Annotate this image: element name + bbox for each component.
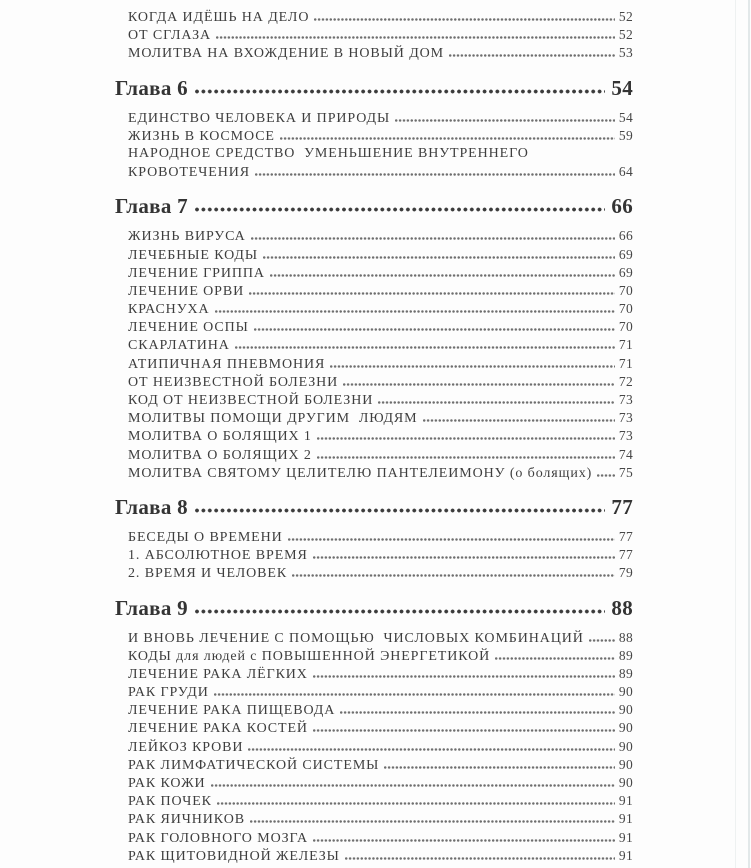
- entry-dot-leader: [249, 283, 615, 295]
- entry-dot-leader: [280, 128, 615, 140]
- toc-entry-row: [115, 391, 633, 409]
- entry-title: РАК ПОЧЕК: [128, 794, 212, 810]
- entry-page-number: 71: [618, 337, 633, 353]
- entry-page-number: 66: [618, 228, 633, 244]
- entry-dot-leader: [597, 465, 615, 477]
- entry-page-number: 73: [618, 428, 633, 444]
- toc-entry-row: [115, 355, 633, 373]
- entry-title: КРАСНУХА: [128, 302, 210, 318]
- entry-dot-leader: [314, 9, 615, 21]
- entry-title: КОД ОТ НЕИЗВЕСТНОЙ БОЛЕЗНИ: [128, 393, 374, 408]
- toc-entry-row: [115, 847, 633, 865]
- entry-title: КРОВОТЕЧЕНИЯ: [128, 165, 250, 181]
- entry-dot-leader: [495, 648, 615, 660]
- entry-page-number: 90: [618, 738, 633, 754]
- toc-entry-row: [115, 665, 633, 683]
- entry-dot-leader: [313, 666, 615, 678]
- entry-dot-leader: [292, 565, 615, 577]
- page-edge-line: [748, 0, 750, 868]
- entry-page-number: 91: [618, 793, 633, 809]
- toc-entry-row: [115, 564, 633, 582]
- entry-title: ЛЕЧЕНИЕ РАКА ПИЩЕВОДА: [128, 703, 336, 719]
- entry-page-number: 73: [618, 410, 633, 426]
- toc-entry-row: [115, 282, 633, 300]
- toc-entry-row: [115, 336, 633, 354]
- entry-page-number: 70: [618, 301, 633, 317]
- toc-entry-row: [115, 464, 633, 482]
- entry-title: ЕДИНСТВО ЧЕЛОВЕКА И ПРИРОДЫ: [128, 110, 391, 126]
- entry-title: МОЛИТВА О БОЛЯЩИХ 2: [128, 447, 312, 463]
- toc-entry-row: [115, 446, 633, 464]
- toc-entry-row: [115, 546, 633, 564]
- chapter-label: Глава 8: [115, 494, 188, 519]
- entry-dot-leader: [330, 356, 615, 368]
- entry-dot-leader: [384, 757, 615, 769]
- entry-page-number: 52: [618, 27, 633, 43]
- entry-dot-leader: [378, 392, 615, 404]
- entry-dot-leader: [215, 301, 615, 313]
- toc-entry-row: [115, 227, 633, 245]
- entry-page-number: 90: [618, 702, 633, 718]
- entry-page-number: 75: [618, 464, 633, 480]
- toc-entry-row: [115, 246, 633, 264]
- entry-title: ЛЕЧЕНИЕ РАКА ЛЁГКИХ: [128, 666, 308, 682]
- entry-page-number: 91: [618, 847, 633, 863]
- toc-entry-row: [115, 756, 633, 774]
- entry-title: ОТ НЕИЗВЕСТНОЙ БОЛЕЗНИ: [128, 374, 339, 390]
- toc-entry-row: [115, 409, 633, 427]
- entry-dot-leader: [217, 793, 615, 805]
- entry-page-number: 64: [618, 164, 633, 180]
- entry-page-number: 71: [618, 355, 633, 371]
- entry-title: ОТ СГЛАЗА: [128, 28, 212, 44]
- entry-page-number: 89: [618, 647, 633, 663]
- toc-entry-row: [115, 127, 633, 145]
- entry-dot-leader: [343, 374, 615, 386]
- chapter-label: Глава 6: [115, 75, 188, 100]
- entry-title: МОЛИТВЫ ПОМОЩИ ДРУГИМ ЛЮДЯМ: [128, 411, 418, 427]
- entry-title: БЕСЕДЫ О ВРЕМЕНИ: [128, 529, 283, 545]
- toc-entry-row: [115, 163, 633, 181]
- entry-page-number: 72: [618, 373, 633, 389]
- entry-page-number: 91: [618, 829, 633, 845]
- entry-dot-leader: [263, 247, 615, 259]
- entry-title: 2. ВРЕМЯ И ЧЕЛОВЕК: [128, 566, 288, 582]
- entry-page-number: 54: [618, 109, 633, 125]
- entry-dot-leader: [449, 45, 615, 57]
- chapter-dot-leader: [195, 601, 605, 615]
- entry-page-number: 70: [618, 282, 633, 298]
- chapter-page-number: 54: [611, 75, 633, 100]
- entry-title: НАРОДНОЕ СРЕДСТВО УМЕНЬШЕНИЕ ВНУТРЕННЕГО: [128, 145, 529, 161]
- entry-title: РАК ЩИТОВИДНОЙ ЖЕЛЕЗЫ: [128, 848, 340, 864]
- entry-title: И ВНОВЬ ЛЕЧЕНИЕ С ПОМОЩЬЮ ЧИСЛОВЫХ КОМБИНАЦИЙ: [128, 630, 584, 646]
- entry-title: ЛЕЧЕНИЕ РАКА КОСТЕЙ: [128, 721, 308, 737]
- toc-entry-row: [115, 738, 633, 756]
- toc-entry-row: [115, 774, 633, 792]
- toc-entry-row-wrapped-first-line: [115, 145, 633, 163]
- toc-entry-row: [115, 528, 633, 546]
- entry-page-number: 52: [618, 9, 633, 24]
- entry-dot-leader: [317, 447, 615, 459]
- entry-title: ЛЕЧЕНИЕ ГРИППА: [128, 265, 265, 281]
- entry-title: МОЛИТВА СВЯТОМУ ЦЕЛИТЕЛЮ ПАНТЕЛЕИМОНУ (о болящих): [128, 465, 593, 481]
- chapter-page-number: 66: [611, 194, 633, 219]
- entry-dot-leader: [254, 319, 615, 331]
- entry-title: КОГДА ИДЁШЬ НА ДЕЛО: [128, 10, 310, 25]
- entry-page-number: 79: [618, 565, 633, 581]
- entry-page-number: 88: [618, 629, 633, 645]
- chapter-dot-leader: [195, 81, 605, 95]
- entry-dot-leader: [214, 684, 615, 696]
- entry-page-number: 77: [618, 547, 633, 563]
- toc-entry-row: [115, 427, 633, 445]
- toc-entry-row: [115, 719, 633, 737]
- toc-entry-row: [115, 373, 633, 391]
- toc-entry-row: [115, 810, 633, 828]
- entry-dot-leader: [235, 337, 615, 349]
- entry-title: СКАРЛАТИНА: [128, 338, 230, 354]
- entry-title: РАК ГРУДИ: [128, 685, 209, 701]
- entry-dot-leader: [248, 739, 614, 751]
- toc-entry-row: [115, 792, 633, 810]
- entry-title: ЛЕЧЕНИЕ ОРВИ: [128, 283, 245, 299]
- chapter-page-number: 88: [611, 595, 633, 620]
- page-edge-line: [735, 0, 736, 868]
- chapter-dot-leader: [195, 199, 605, 213]
- entry-dot-leader: [270, 265, 615, 277]
- entry-page-number: 53: [618, 45, 633, 61]
- toc-entry-row: [115, 683, 633, 701]
- toc-entry-row: [115, 318, 633, 336]
- entry-dot-leader: [589, 630, 615, 642]
- entry-dot-leader: [255, 164, 615, 176]
- chapter-heading-row: [115, 495, 633, 519]
- entry-dot-leader: [395, 110, 615, 122]
- toc-entry-row: [115, 264, 633, 282]
- entry-dot-leader: [211, 775, 615, 787]
- entry-title: РАК ГОЛОВНОГО МОЗГА: [128, 830, 308, 846]
- entry-dot-leader: [423, 410, 615, 422]
- entry-page-number: 90: [618, 720, 633, 736]
- entry-title: РАК ЯИЧНИКОВ: [128, 812, 245, 828]
- table-of-contents: [115, 8, 633, 865]
- entry-dot-leader: [216, 27, 615, 39]
- entry-title: 1. АБСОЛЮТНОЕ ВРЕМЯ: [128, 548, 308, 564]
- entry-page-number: 69: [618, 246, 633, 262]
- entry-page-number: 77: [618, 528, 633, 544]
- chapter-heading-row: [115, 76, 633, 100]
- entry-page-number: 73: [618, 392, 633, 407]
- entry-page-number: 90: [618, 775, 633, 790]
- entry-title: ЛЕЙКОЗ КРОВИ: [128, 739, 244, 755]
- entry-dot-leader: [288, 529, 615, 541]
- entry-title: ЛЕЧЕНИЕ ОСПЫ: [128, 320, 249, 336]
- toc-entry-row: [115, 44, 633, 62]
- entry-page-number: 91: [618, 811, 633, 827]
- entry-page-number: 74: [618, 446, 633, 462]
- entry-page-number: 70: [618, 319, 633, 335]
- entry-page-number: 59: [618, 127, 633, 143]
- entry-dot-leader: [345, 848, 615, 860]
- toc-entry-row: [115, 26, 633, 44]
- entry-title: АТИПИЧНАЯ ПНЕВМОНИЯ: [128, 356, 326, 372]
- chapter-dot-leader: [195, 500, 605, 514]
- toc-entry-row: [115, 629, 633, 647]
- toc-entry-row: [115, 300, 633, 318]
- entry-dot-leader: [313, 547, 615, 559]
- chapter-heading-row: [115, 596, 633, 620]
- entry-title: МОЛИТВА НА ВХОЖДЕНИЕ В НОВЫЙ ДОМ: [128, 46, 444, 62]
- entry-page-number: 89: [618, 665, 633, 681]
- toc-entry-row: [115, 109, 633, 127]
- entry-title: МОЛИТВА О БОЛЯЩИХ 1: [128, 429, 312, 445]
- toc-entry-row: [115, 829, 633, 847]
- entry-title: ЛЕЧЕБНЫЕ КОДЫ: [128, 247, 258, 263]
- entry-title: ЖИЗНЬ В КОСМОСЕ: [128, 128, 275, 144]
- entry-page-number: 90: [618, 684, 633, 700]
- chapter-page-number: 77: [611, 494, 633, 519]
- entry-title: РАК КОЖИ: [128, 776, 206, 791]
- entry-dot-leader: [313, 830, 615, 842]
- toc-entry-row: [115, 8, 633, 26]
- toc-entry-row: [115, 647, 633, 665]
- toc-entry-row: [115, 701, 633, 719]
- entry-title: РАК ЛИМФАТИЧЕСКОЙ СИСТЕМЫ: [128, 757, 380, 773]
- entry-page-number: 69: [618, 264, 633, 280]
- entry-dot-leader: [250, 811, 615, 823]
- entry-title: КОДЫ для людей с ПОВЫШЕННОЙ ЭНЕРГЕТИКОЙ: [128, 648, 491, 664]
- chapter-label: Глава 7: [115, 194, 188, 219]
- entry-dot-leader: [340, 702, 615, 714]
- chapter-heading-row: [115, 194, 633, 218]
- entry-title: ЖИЗНЬ ВИРУСА: [128, 229, 246, 245]
- entry-dot-leader: [251, 228, 615, 240]
- chapter-label: Глава 9: [115, 595, 188, 620]
- entry-page-number: 90: [618, 756, 633, 772]
- entry-dot-leader: [313, 720, 615, 732]
- entry-dot-leader: [317, 428, 615, 440]
